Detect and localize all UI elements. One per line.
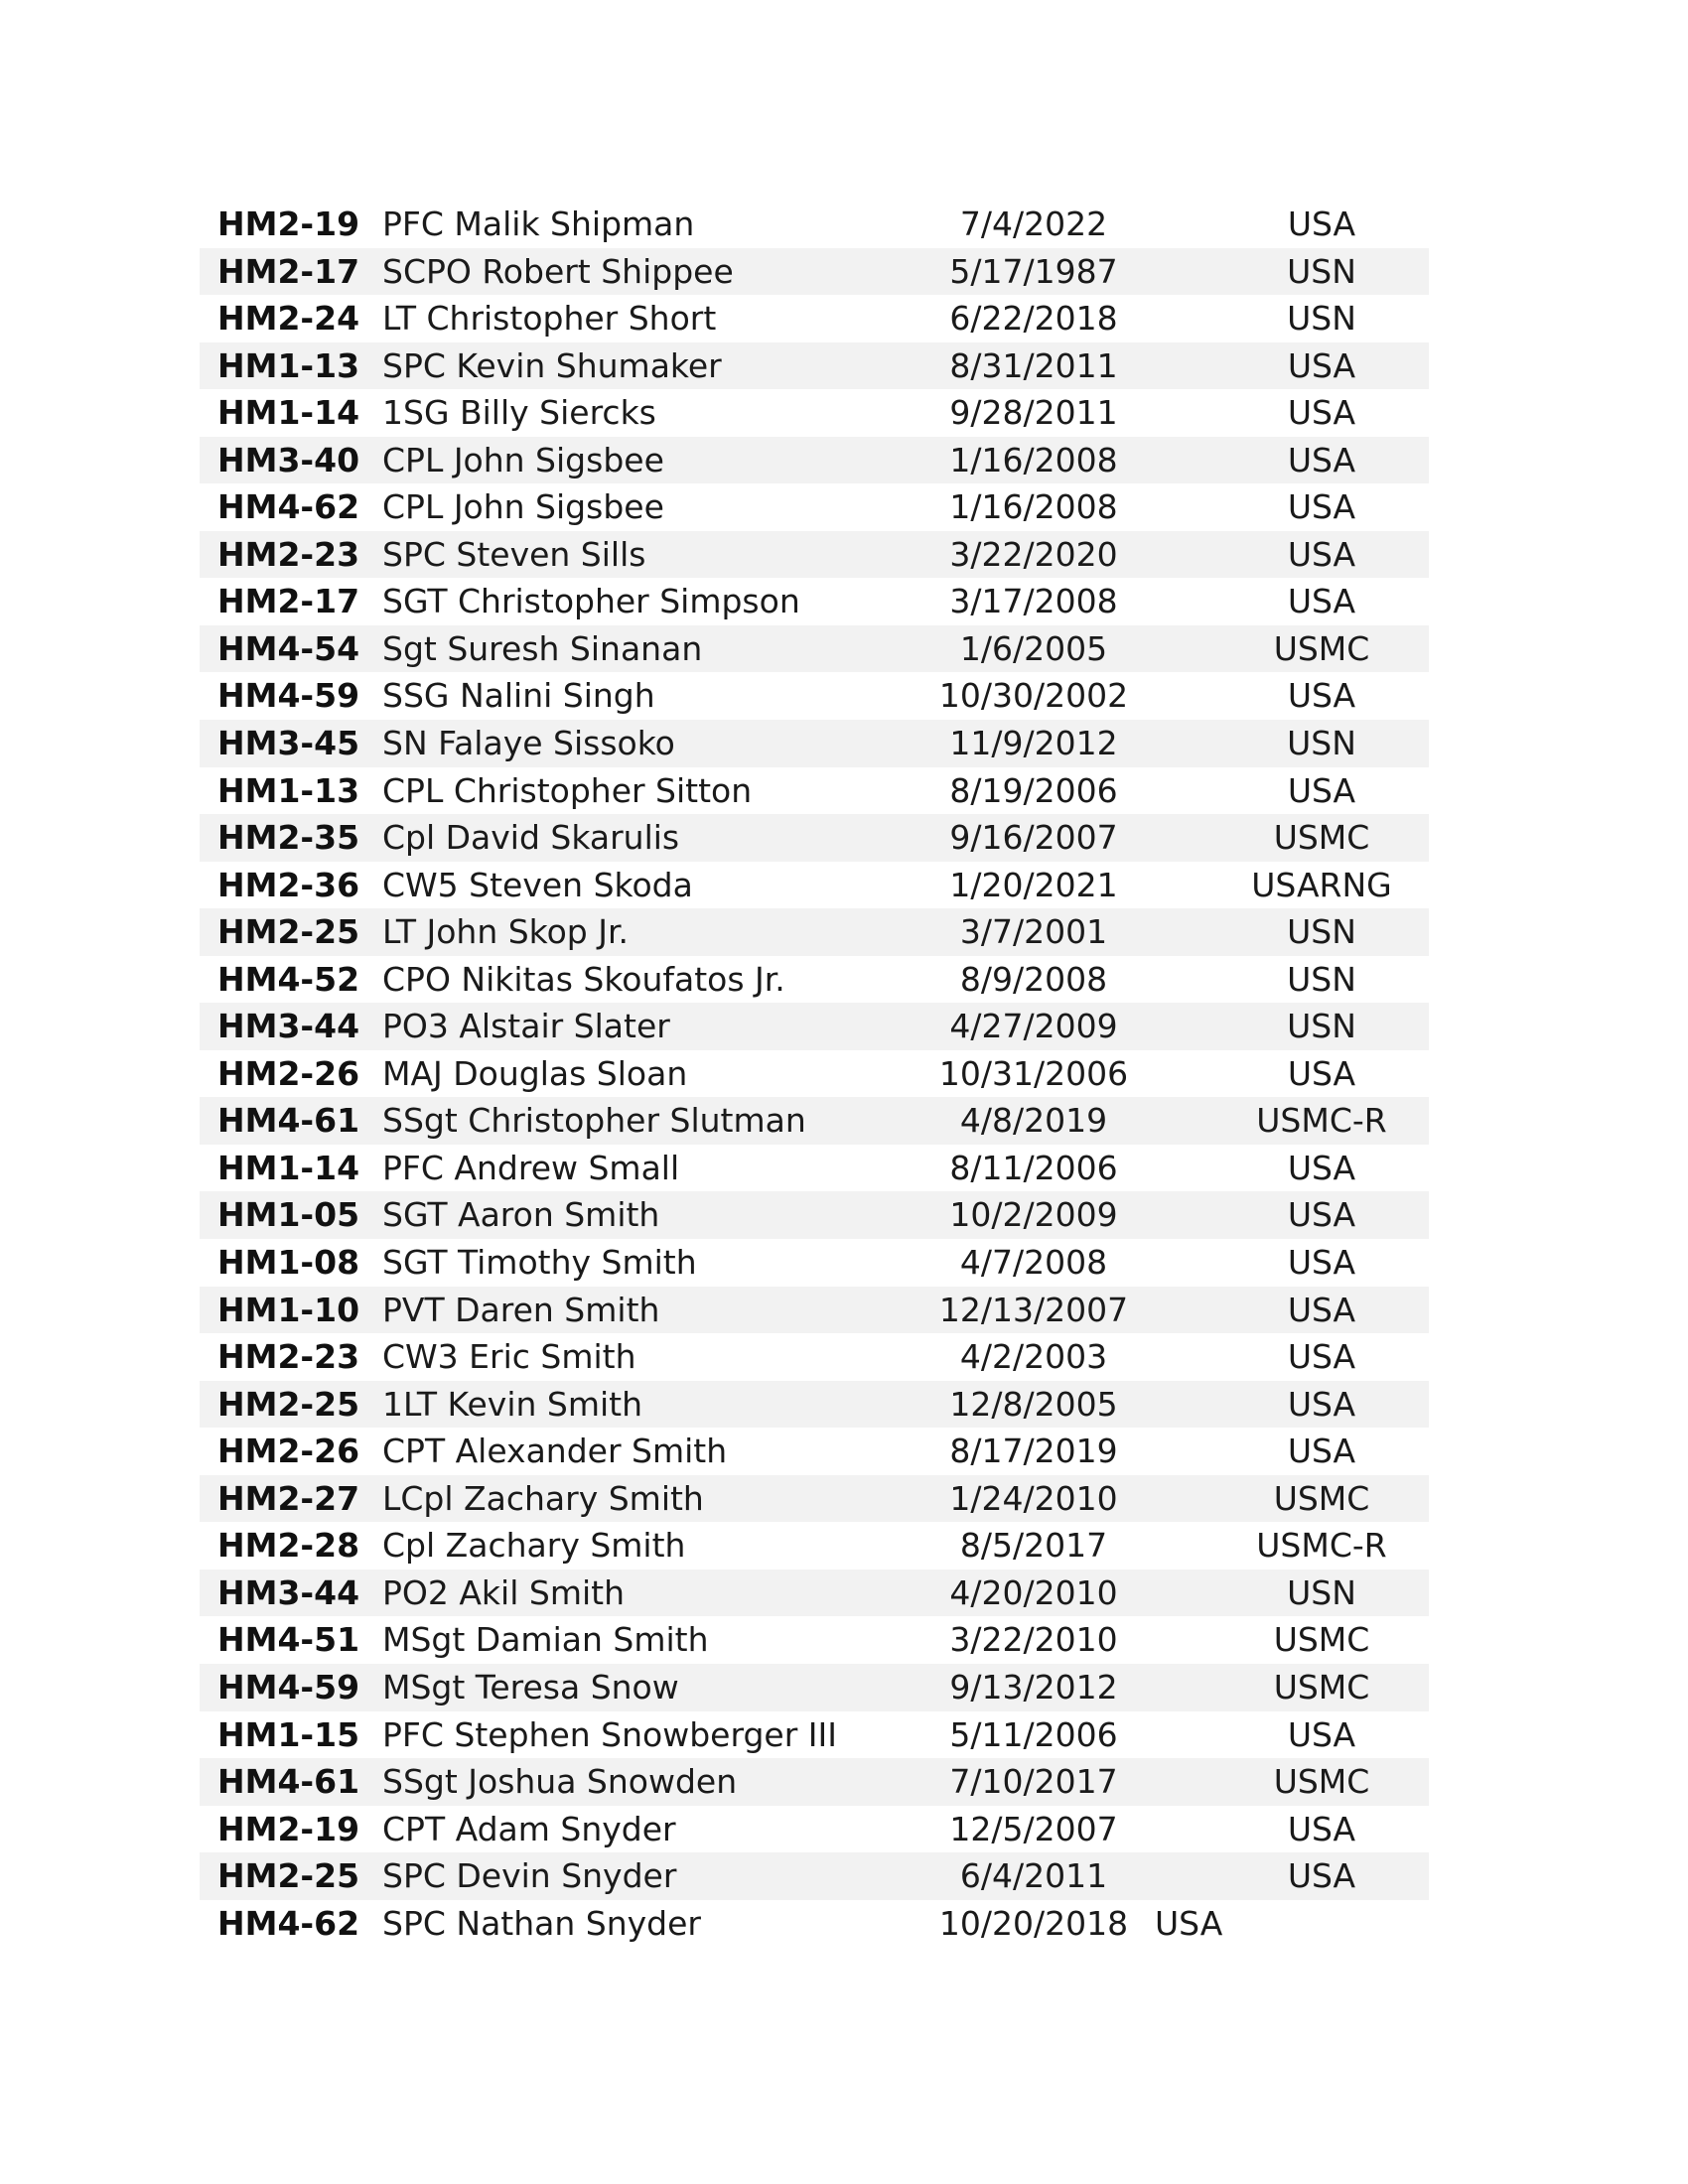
date-of-death: 3/22/2020 — [949, 534, 1118, 574]
panel-code: HM2-17 — [217, 251, 360, 291]
panel-code: HM2-23 — [217, 1337, 360, 1377]
service-branch: USA — [1287, 440, 1356, 479]
panel-code: HM4-59 — [217, 1667, 360, 1706]
panel-code: HM1-05 — [217, 1195, 360, 1235]
service-member-name: CW3 Eric Smith — [382, 1337, 636, 1377]
date-of-death: 3/22/2010 — [949, 1620, 1118, 1660]
table-row — [200, 1381, 1429, 1429]
panel-code: HM4-54 — [217, 628, 360, 668]
service-branch: USA — [1287, 1714, 1356, 1754]
table-row — [200, 1287, 1429, 1334]
panel-code: HM1-10 — [217, 1290, 360, 1329]
service-branch: USA — [1287, 205, 1356, 243]
date-of-death: 7/10/2017 — [949, 1762, 1118, 1802]
table-row — [200, 1852, 1429, 1900]
service-branch: USA — [1287, 534, 1356, 574]
table-row — [200, 908, 1429, 956]
service-branch: USN — [1287, 724, 1356, 763]
panel-code: HM2-17 — [217, 582, 360, 621]
date-of-death: 9/16/2007 — [949, 818, 1118, 858]
date-of-death: 10/31/2006 — [938, 1053, 1129, 1093]
service-branch: USN — [1287, 1007, 1356, 1046]
panel-code: HM1-08 — [217, 1243, 360, 1283]
table-row — [200, 672, 1429, 720]
panel-code: HM2-19 — [217, 1809, 360, 1848]
table-row — [200, 1097, 1429, 1145]
service-branch: USMC — [1273, 818, 1370, 858]
date-of-death: 1/20/2021 — [949, 865, 1118, 904]
service-branch: USA — [1287, 1053, 1356, 1093]
table-row — [200, 1900, 1429, 1948]
service-branch: USMC — [1273, 1667, 1370, 1706]
service-member-name: SN Falaye Sissoko — [382, 724, 675, 763]
service-branch: USA — [1287, 1432, 1356, 1471]
date-of-death: 4/2/2003 — [959, 1337, 1108, 1377]
service-branch: USA — [1155, 1903, 1223, 1943]
service-member-name: SGT Aaron Smith — [382, 1195, 660, 1235]
date-of-death: 4/20/2010 — [949, 1572, 1118, 1612]
date-of-death: 9/13/2012 — [949, 1667, 1118, 1706]
service-member-name: PO3 Alstair Slater — [382, 1007, 670, 1046]
panel-code: HM4-62 — [217, 1903, 360, 1943]
table-row — [200, 248, 1429, 296]
panel-code: HM3-45 — [217, 724, 360, 763]
service-branch: USA — [1287, 345, 1356, 385]
panel-code: HM4-61 — [217, 1762, 360, 1802]
service-member-name: PFC Andrew Small — [382, 1148, 680, 1187]
date-of-death: 1/16/2008 — [949, 440, 1118, 479]
service-member-name: CW5 Steven Skoda — [382, 865, 693, 904]
service-branch: USA — [1287, 1384, 1356, 1424]
service-member-name: SSgt Joshua Snowden — [382, 1762, 738, 1802]
service-member-name: SSG Nalini Singh — [382, 676, 655, 716]
table-row — [200, 862, 1429, 909]
panel-code: HM1-14 — [217, 1148, 360, 1187]
table-row — [200, 1616, 1429, 1664]
service-member-name: CPL John Sigsbee — [382, 440, 664, 479]
service-branch: USN — [1287, 251, 1356, 291]
service-member-name: Cpl David Skarulis — [382, 818, 680, 858]
table-row — [200, 1145, 1429, 1192]
panel-code: HM2-26 — [217, 1432, 360, 1471]
panel-code: HM2-26 — [217, 1053, 360, 1093]
service-member-name: 1SG Billy Siercks — [382, 393, 656, 433]
table-row — [200, 295, 1429, 342]
service-branch: USA — [1287, 393, 1356, 433]
service-branch: USMC — [1273, 1478, 1370, 1518]
table-row — [200, 342, 1429, 390]
date-of-death: 1/16/2008 — [949, 487, 1118, 527]
panel-code: HM4-51 — [217, 1620, 360, 1660]
date-of-death: 3/7/2001 — [959, 912, 1108, 952]
date-of-death: 7/4/2022 — [959, 205, 1108, 243]
table-row — [200, 1428, 1429, 1475]
service-member-name: SSgt Christopher Slutman — [382, 1101, 806, 1141]
service-branch: USA — [1287, 1243, 1356, 1283]
service-member-name: CPL John Sigsbee — [382, 487, 664, 527]
date-of-death: 8/19/2006 — [949, 770, 1118, 810]
service-branch: USARNG — [1251, 865, 1392, 904]
service-member-name: MAJ Douglas Sloan — [382, 1053, 688, 1093]
panel-code: HM2-36 — [217, 865, 360, 904]
service-branch: USA — [1287, 676, 1356, 716]
panel-code: HM2-24 — [217, 299, 360, 339]
date-of-death: 10/30/2002 — [938, 676, 1129, 716]
service-member-name: SCPO Robert Shippee — [382, 251, 734, 291]
table-row — [200, 1758, 1429, 1806]
date-of-death: 4/8/2019 — [959, 1101, 1108, 1141]
panel-code: HM2-25 — [217, 1856, 360, 1896]
table-row — [200, 1475, 1429, 1523]
service-branch: USMC — [1273, 1620, 1370, 1660]
service-branch: USA — [1287, 1148, 1356, 1187]
service-member-name: 1LT Kevin Smith — [382, 1384, 643, 1424]
panel-code: HM4-62 — [217, 487, 360, 527]
service-branch: USMC-R — [1256, 1526, 1387, 1566]
panel-code: HM4-59 — [217, 676, 360, 716]
date-of-death: 8/11/2006 — [949, 1148, 1118, 1187]
service-member-name: LT John Skop Jr. — [382, 912, 629, 952]
table-row — [200, 483, 1429, 531]
table-row — [200, 531, 1429, 579]
date-of-death: 8/17/2019 — [949, 1432, 1118, 1471]
service-member-name: CPT Adam Snyder — [382, 1809, 676, 1848]
table-row — [200, 1191, 1429, 1239]
service-branch: USN — [1287, 299, 1356, 339]
panel-code: HM1-15 — [217, 1714, 360, 1754]
panel-code: HM1-13 — [217, 770, 360, 810]
table-row — [200, 389, 1429, 437]
date-of-death: 10/20/2018 — [938, 1903, 1129, 1943]
service-branch: USA — [1287, 582, 1356, 621]
date-of-death: 5/17/1987 — [949, 251, 1118, 291]
date-of-death: 1/24/2010 — [949, 1478, 1118, 1518]
table-row — [200, 1239, 1429, 1287]
service-member-name: LCpl Zachary Smith — [382, 1478, 704, 1518]
table-row — [200, 767, 1429, 815]
service-member-name: Sgt Suresh Sinanan — [382, 628, 703, 668]
table-row — [200, 956, 1429, 1004]
service-member-name: LT Christopher Short — [382, 299, 717, 339]
date-of-death: 4/27/2009 — [949, 1007, 1118, 1046]
table-row — [200, 1003, 1429, 1050]
date-of-death: 10/2/2009 — [949, 1195, 1118, 1235]
service-branch: USN — [1287, 912, 1356, 952]
service-branch: USN — [1287, 1572, 1356, 1612]
service-member-name: SGT Timothy Smith — [382, 1243, 697, 1283]
table-row — [200, 1711, 1429, 1759]
date-of-death: 4/7/2008 — [959, 1243, 1108, 1283]
table-row — [200, 1664, 1429, 1711]
date-of-death: 12/5/2007 — [949, 1809, 1118, 1848]
date-of-death: 12/13/2007 — [938, 1290, 1129, 1329]
service-branch: USA — [1287, 770, 1356, 810]
panel-code: HM2-19 — [217, 205, 360, 243]
service-member-name: SPC Devin Snyder — [382, 1856, 677, 1896]
panel-code: HM2-25 — [217, 1384, 360, 1424]
panel-code: HM3-40 — [217, 440, 360, 479]
date-of-death: 8/5/2017 — [959, 1526, 1108, 1566]
service-member-name: SGT Christopher Simpson — [382, 582, 800, 621]
table-row — [200, 1570, 1429, 1617]
service-member-name: SPC Steven Sills — [382, 534, 646, 574]
panel-code: HM2-23 — [217, 534, 360, 574]
panel-code: HM4-61 — [217, 1101, 360, 1141]
date-of-death: 5/11/2006 — [949, 1714, 1118, 1754]
date-of-death: 8/31/2011 — [949, 345, 1118, 385]
table-row — [200, 201, 1429, 248]
service-member-name: Cpl Zachary Smith — [382, 1526, 686, 1566]
date-of-death: 6/22/2018 — [949, 299, 1118, 339]
service-branch: USA — [1287, 1195, 1356, 1235]
date-of-death: 1/6/2005 — [959, 628, 1108, 668]
panel-code: HM2-28 — [217, 1526, 360, 1566]
date-of-death: 3/17/2008 — [949, 582, 1118, 621]
service-member-name: PVT Daren Smith — [382, 1290, 660, 1329]
panel-code: HM1-14 — [217, 393, 360, 433]
table-row — [200, 437, 1429, 484]
service-member-name: MSgt Damian Smith — [382, 1620, 709, 1660]
date-of-death: 12/8/2005 — [949, 1384, 1118, 1424]
panel-code: HM2-25 — [217, 912, 360, 952]
service-member-name: SPC Nathan Snyder — [382, 1903, 701, 1943]
service-branch: USMC — [1273, 1762, 1370, 1802]
table-row — [200, 578, 1429, 625]
service-member-name: SPC Kevin Shumaker — [382, 345, 722, 385]
panel-code: HM2-27 — [217, 1478, 360, 1518]
date-of-death: 9/28/2011 — [949, 393, 1118, 433]
service-member-name: CPT Alexander Smith — [382, 1432, 728, 1471]
service-member-name: PFC Malik Shipman — [382, 205, 695, 243]
panel-code: HM3-44 — [217, 1007, 360, 1046]
service-member-name: PFC Stephen Snowberger III — [382, 1714, 837, 1754]
service-branch: USMC — [1273, 628, 1370, 668]
table-row — [200, 814, 1429, 862]
service-branch: USA — [1287, 487, 1356, 527]
service-member-name: CPL Christopher Sitton — [382, 770, 753, 810]
table-row — [200, 1050, 1429, 1098]
table-row — [200, 1806, 1429, 1853]
service-branch: USMC-R — [1256, 1101, 1387, 1141]
date-of-death: 11/9/2012 — [949, 724, 1118, 763]
service-branch: USA — [1287, 1290, 1356, 1329]
service-branch: USN — [1287, 959, 1356, 999]
service-branch: USA — [1287, 1809, 1356, 1848]
panel-code: HM3-44 — [217, 1572, 360, 1612]
memorial-roster-table — [200, 201, 1429, 1947]
service-branch: USA — [1287, 1337, 1356, 1377]
service-member-name: CPO Nikitas Skoufatos Jr. — [382, 959, 785, 999]
table-row — [200, 1333, 1429, 1381]
table-row — [200, 720, 1429, 767]
service-member-name: MSgt Teresa Snow — [382, 1667, 679, 1706]
panel-code: HM2-35 — [217, 818, 360, 858]
service-member-name: PO2 Akil Smith — [382, 1572, 625, 1612]
date-of-death: 6/4/2011 — [959, 1856, 1108, 1896]
service-branch: USA — [1287, 1856, 1356, 1896]
panel-code: HM4-52 — [217, 959, 360, 999]
table-row — [200, 625, 1429, 673]
table-row — [200, 1522, 1429, 1570]
date-of-death: 8/9/2008 — [959, 959, 1108, 999]
panel-code: HM1-13 — [217, 345, 360, 385]
